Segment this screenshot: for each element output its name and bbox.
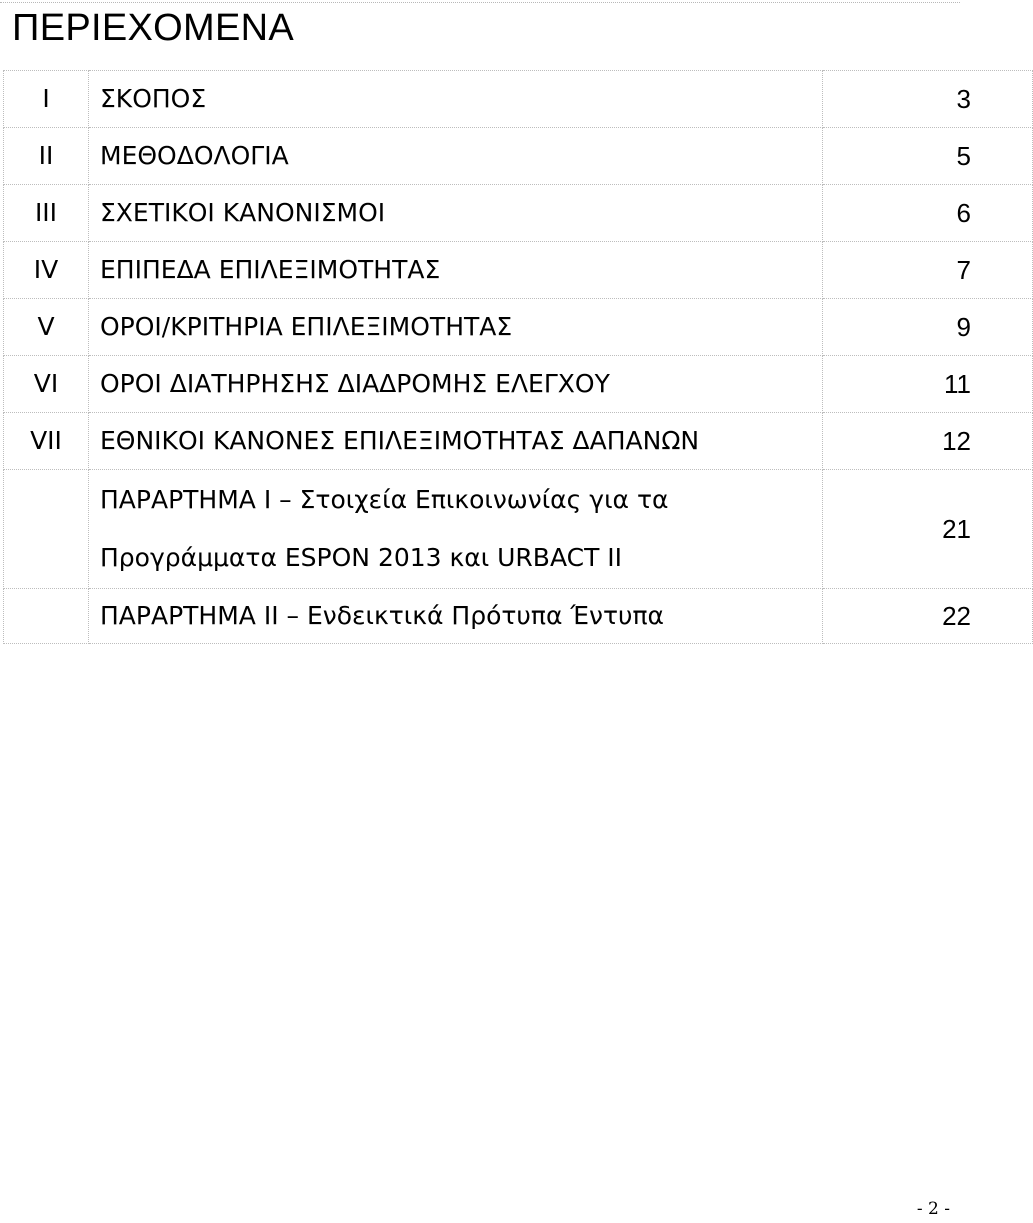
toc-entry-title: ΕΘΝΙΚΟΙ ΚΑΝΟΝΕΣ ΕΠΙΛΕΞΙΜΟΤΗΤΑΣ ΔΑΠΑΝΩΝ xyxy=(89,413,823,470)
toc-row[interactable] xyxy=(4,242,1033,299)
toc-entry-title: ΕΠΙΠΕΔΑ ΕΠΙΛΕΞΙΜΟΤΗΤΑΣ xyxy=(89,242,823,299)
toc-entry-page xyxy=(823,299,1033,356)
toc-entry-title-line: ΠΑΡΑΡΤΗΜΑ Ι – Στοιχεία Επικοινωνίας για τα xyxy=(100,485,669,514)
toc-entry-page-value: 21 xyxy=(942,513,971,544)
toc-row[interactable] xyxy=(4,413,1033,470)
toc-entry-title: ΟΡΟΙ/ΚΡΙΤΗΡΙΑ ΕΠΙΛΕΞΙΜΟΤΗΤΑΣ xyxy=(89,299,823,356)
page-title: ΠΕΡΙΕΧΟΜΕΝΑ xyxy=(12,7,295,49)
toc-entry-number: I xyxy=(4,71,89,128)
toc-entry-page-value: 3 xyxy=(956,83,971,114)
toc-entry-page xyxy=(823,470,1033,589)
toc-entry-title: ΣΧΕΤΙΚΟΙ ΚΑΝΟΝΙΣΜΟΙ xyxy=(89,185,823,242)
toc-entry-page-value: 12 xyxy=(942,425,971,456)
toc-entry-page xyxy=(823,128,1033,185)
toc-entry-page xyxy=(823,413,1033,470)
toc-entry-title: ΠΑΡΑΡΤΗΜΑ ΙΙ – Ενδεικτικά Πρότυπα Έντυπα xyxy=(89,589,823,644)
toc-entry-page-value: 6 xyxy=(956,197,971,228)
toc-entry-number: IV xyxy=(4,242,89,299)
toc-entry-number: VII xyxy=(4,413,89,470)
page-number: - 2 - xyxy=(916,1199,950,1219)
toc-row[interactable] xyxy=(4,185,1033,242)
toc-entry-page xyxy=(823,242,1033,299)
toc-entry-title: ΟΡΟΙ ΔΙΑΤΗΡΗΣΗΣ ΔΙΑΔΡΟΜΗΣ ΕΛΕΓΧΟΥ xyxy=(89,356,823,413)
toc-entry-page-value: 11 xyxy=(944,368,971,399)
toc-entry-page xyxy=(823,185,1033,242)
toc-row[interactable] xyxy=(4,356,1033,413)
toc-entry-page xyxy=(823,589,1033,644)
toc-entry-title: ΜΕΘΟΔΟΛΟΓΙΑ xyxy=(89,128,823,185)
top-rule xyxy=(0,2,960,3)
toc-entry-title xyxy=(89,470,823,589)
toc-entry-number xyxy=(4,470,89,589)
toc-entry-number: V xyxy=(4,299,89,356)
toc-entry-page xyxy=(823,356,1033,413)
toc-entry-page-value: 7 xyxy=(956,254,971,285)
toc-entry-number: VI xyxy=(4,356,89,413)
toc-row[interactable] xyxy=(4,71,1033,128)
table-of-contents xyxy=(3,70,1033,644)
toc-row[interactable] xyxy=(4,299,1033,356)
toc-entry-page-value: 9 xyxy=(956,311,971,342)
toc-row[interactable] xyxy=(4,589,1033,644)
toc-entry-number: II xyxy=(4,128,89,185)
toc-entry-number xyxy=(4,589,89,644)
toc-entry-page-value: 5 xyxy=(956,140,971,171)
toc-row[interactable] xyxy=(4,470,1033,589)
toc-entry-page-value: 22 xyxy=(942,600,971,631)
toc-row[interactable] xyxy=(4,128,1033,185)
toc-entry-title: ΣΚΟΠΟΣ xyxy=(89,71,823,128)
toc-entry-title-line: Προγράμματα ESPON 2013 και URBACT II xyxy=(100,543,623,572)
toc-entry-number: III xyxy=(4,185,89,242)
toc-entry-page xyxy=(823,71,1033,128)
